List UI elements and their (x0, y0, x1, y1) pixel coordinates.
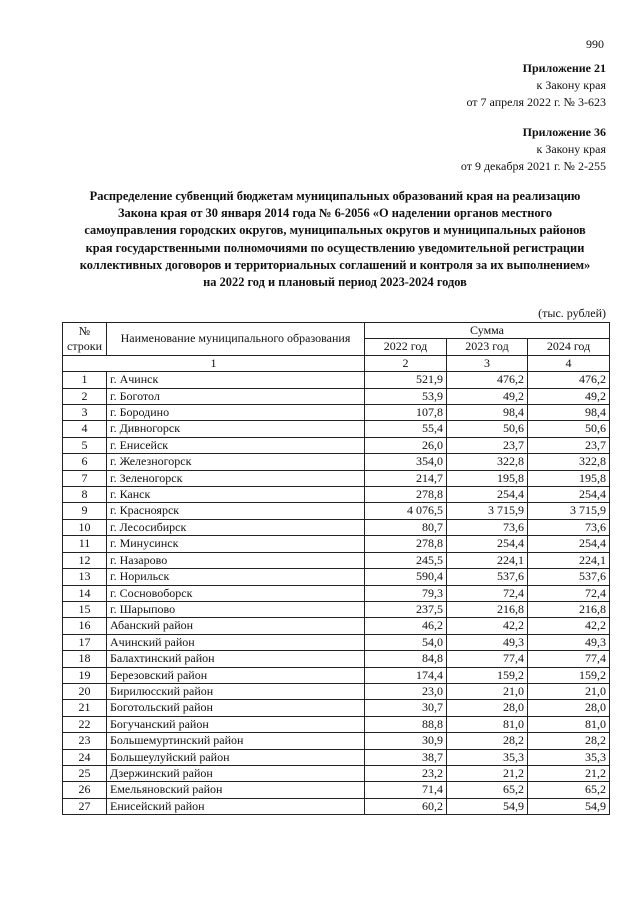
sum-2023-cell: 322,8 (447, 454, 528, 470)
sum-2022-cell: 80,7 (365, 519, 447, 535)
table-row (63, 683, 610, 699)
row-number-cell: 14 (63, 585, 107, 601)
row-number-cell: 19 (63, 667, 107, 683)
table-row (63, 749, 610, 765)
sum-2024-cell: 3 715,9 (528, 503, 610, 519)
row-number-cell: 16 (63, 618, 107, 634)
row-number-cell: 18 (63, 651, 107, 667)
row-number-cell: 10 (63, 519, 107, 535)
table-row (63, 437, 610, 453)
table-row (63, 618, 610, 634)
sum-2023-cell: 28,0 (447, 700, 528, 716)
sum-2023-cell: 73,6 (447, 519, 528, 535)
sum-2024-cell: 65,2 (528, 782, 610, 798)
table-row (63, 405, 610, 421)
table-row (63, 519, 610, 535)
table-row (63, 700, 610, 716)
sum-2024-cell: 35,3 (528, 749, 610, 765)
row-number-cell: 9 (63, 503, 107, 519)
sum-2022-cell: 38,7 (365, 749, 447, 765)
municipality-name-cell: Дзержинский район (107, 765, 365, 781)
sum-2022-cell: 46,2 (365, 618, 447, 634)
sum-2022-cell: 237,5 (365, 601, 447, 617)
sum-2024-cell: 28,0 (528, 700, 610, 716)
municipality-name-cell: г. Шарыпово (107, 601, 365, 617)
municipality-name-cell: г. Канск (107, 487, 365, 503)
municipality-name-cell: Большемуртинский район (107, 733, 365, 749)
municipality-name-cell: г. Железногорск (107, 454, 365, 470)
row-number-cell: 12 (63, 552, 107, 568)
table-body (63, 372, 610, 815)
table-row (63, 569, 610, 585)
row-number-cell: 24 (63, 749, 107, 765)
sum-2024-cell: 23,7 (528, 437, 610, 453)
table-row (63, 651, 610, 667)
municipality-name-cell: г. Красноярск (107, 503, 365, 519)
row-number-cell: 23 (63, 733, 107, 749)
municipality-name-cell: Енисейский район (107, 798, 365, 814)
table-row (63, 470, 610, 486)
municipality-name-cell: Богучанский район (107, 716, 365, 732)
sum-2022-cell: 71,4 (365, 782, 447, 798)
municipality-name-cell: Бирилюсский район (107, 683, 365, 699)
header-year-2024: 2024 год (528, 339, 610, 355)
sum-2024-cell: 254,4 (528, 536, 610, 552)
sum-2023-cell: 224,1 (447, 552, 528, 568)
sum-2024-cell: 72,4 (528, 585, 610, 601)
sum-2023-cell: 195,8 (447, 470, 528, 486)
sum-2024-cell: 54,9 (528, 798, 610, 814)
table-row (63, 536, 610, 552)
sum-2024-cell: 49,2 (528, 388, 610, 404)
row-number-cell: 25 (63, 765, 107, 781)
column-number: 3 (447, 355, 528, 371)
row-number-cell: 22 (63, 716, 107, 732)
sum-2022-cell: 4 076,5 (365, 503, 447, 519)
sum-2023-cell: 476,2 (447, 372, 528, 388)
appendix-36-title: Приложение 36 (522, 125, 606, 139)
sum-2022-cell: 54,0 (365, 634, 447, 650)
sum-2022-cell: 107,8 (365, 405, 447, 421)
table-row (63, 601, 610, 617)
row-number-cell: 15 (63, 601, 107, 617)
table-row (63, 634, 610, 650)
table-row (63, 421, 610, 437)
sum-2024-cell: 50,6 (528, 421, 610, 437)
municipality-name-cell: Большеулуйский район (107, 749, 365, 765)
document-title (60, 188, 610, 291)
municipality-name-cell: г. Сосновоборск (107, 585, 365, 601)
municipality-name-cell: г. Бородино (107, 405, 365, 421)
appendix-21-title: Приложение 21 (522, 61, 606, 75)
table-row (63, 782, 610, 798)
sum-2022-cell: 521,9 (365, 372, 447, 388)
row-number-cell: 2 (63, 388, 107, 404)
sum-2024-cell: 476,2 (528, 372, 610, 388)
table-row (63, 487, 610, 503)
sum-2024-cell: 21,2 (528, 765, 610, 781)
sum-2022-cell: 84,8 (365, 651, 447, 667)
sum-2022-cell: 30,9 (365, 733, 447, 749)
units-label: (тыс. рублей) (538, 306, 606, 320)
sum-2024-cell: 42,2 (528, 618, 610, 634)
sum-2022-cell: 55,4 (365, 421, 447, 437)
sum-2023-cell: 77,4 (447, 651, 528, 667)
sum-2023-cell: 3 715,9 (447, 503, 528, 519)
sum-2024-cell: 28,2 (528, 733, 610, 749)
appendix-36-law-label: к Закону края (536, 142, 606, 156)
appendix-21-law-label: к Закону края (536, 78, 606, 92)
table-row (63, 454, 610, 470)
appendix-21-header (466, 60, 606, 111)
sum-2024-cell: 322,8 (528, 454, 610, 470)
sum-2024-cell: 21,0 (528, 683, 610, 699)
municipality-name-cell: г. Ачинск (107, 372, 365, 388)
table-row (63, 585, 610, 601)
row-number-cell: 20 (63, 683, 107, 699)
municipality-name-cell: г. Енисейск (107, 437, 365, 453)
sum-2023-cell: 65,2 (447, 782, 528, 798)
appendix-36-header (461, 124, 606, 175)
row-number-cell: 26 (63, 782, 107, 798)
table-row (63, 503, 610, 519)
header-row-number-label: строки (67, 338, 102, 353)
sum-2023-cell: 49,3 (447, 634, 528, 650)
column-numbers-row (63, 355, 610, 371)
sum-2022-cell: 30,7 (365, 700, 447, 716)
row-number-cell: 6 (63, 454, 107, 470)
sum-2023-cell: 159,2 (447, 667, 528, 683)
document-title-line: Распределение субвенций бюджетам муниципальных образований края на реализацию (89, 189, 581, 203)
municipality-name-cell: г. Назарово (107, 552, 365, 568)
sum-2024-cell: 254,4 (528, 487, 610, 503)
sum-2022-cell: 26,0 (365, 437, 447, 453)
municipality-name-cell: Емельяновский район (107, 782, 365, 798)
table-row (63, 552, 610, 568)
sum-2023-cell: 42,2 (447, 618, 528, 634)
row-number-cell: 8 (63, 487, 107, 503)
municipality-name-cell: Боготольский район (107, 700, 365, 716)
sum-2024-cell: 537,6 (528, 569, 610, 585)
municipality-name-cell: г. Норильск (107, 569, 365, 585)
column-number: 2 (365, 355, 447, 371)
sum-2024-cell: 77,4 (528, 651, 610, 667)
sum-2023-cell: 35,3 (447, 749, 528, 765)
sum-2022-cell: 174,4 (365, 667, 447, 683)
appendix-21-law-date: от 7 апреля 2022 г. № 3-623 (466, 95, 606, 109)
row-number-cell: 3 (63, 405, 107, 421)
row-number-cell: 4 (63, 421, 107, 437)
sum-2023-cell: 254,4 (447, 536, 528, 552)
sum-2023-cell: 537,6 (447, 569, 528, 585)
row-number-cell: 1 (63, 372, 107, 388)
sum-2022-cell: 590,4 (365, 569, 447, 585)
sum-2022-cell: 23,2 (365, 765, 447, 781)
sum-2022-cell: 88,8 (365, 716, 447, 732)
municipality-name-cell: г. Боготол (107, 388, 365, 404)
sum-2023-cell: 254,4 (447, 487, 528, 503)
row-number-cell: 27 (63, 798, 107, 814)
municipality-name-cell: Абанский район (107, 618, 365, 634)
sum-2022-cell: 278,8 (365, 536, 447, 552)
sum-2024-cell: 159,2 (528, 667, 610, 683)
table-row (63, 733, 610, 749)
subvention-table (62, 322, 610, 815)
municipality-name-cell: Балахтинский район (107, 651, 365, 667)
sum-2023-cell: 49,2 (447, 388, 528, 404)
sum-2022-cell: 23,0 (365, 683, 447, 699)
sum-2022-cell: 79,3 (365, 585, 447, 601)
sum-2023-cell: 21,0 (447, 683, 528, 699)
sum-2022-cell: 60,2 (365, 798, 447, 814)
page-number: 990 (586, 37, 604, 51)
document-title-line: Закона края от 30 января 2014 года № 6-2056 «О наделении органов местного (117, 206, 553, 221)
row-number-cell: 11 (63, 536, 107, 552)
sum-2022-cell: 245,5 (365, 552, 447, 568)
document-title-line: на 2022 год и плановый период 2023-2024 годов (203, 275, 467, 290)
table-row (63, 388, 610, 404)
document-title-line: коллективных договоров и территориальных соглашений и контроля за их выполнением» (79, 257, 591, 272)
table-row (63, 765, 610, 781)
sum-2022-cell: 214,7 (365, 470, 447, 486)
sum-2024-cell: 73,6 (528, 519, 610, 535)
sum-2024-cell: 81,0 (528, 716, 610, 732)
row-number-cell: 17 (63, 634, 107, 650)
header-sum: Сумма (365, 323, 610, 339)
appendix-36-law-date: от 9 декабря 2021 г. № 2-255 (460, 159, 606, 173)
sum-2023-cell: 54,9 (447, 798, 528, 814)
sum-2023-cell: 21,2 (447, 765, 528, 781)
sum-2022-cell: 278,8 (365, 487, 447, 503)
sum-2023-cell: 81,0 (447, 716, 528, 732)
header-row-number (63, 323, 107, 356)
sum-2023-cell: 72,4 (447, 585, 528, 601)
column-number: 1 (63, 355, 365, 371)
sum-2022-cell: 354,0 (365, 454, 447, 470)
sum-2023-cell: 216,8 (447, 601, 528, 617)
municipality-name-cell: г. Зеленогорск (107, 470, 365, 486)
sum-2023-cell: 98,4 (447, 405, 528, 421)
municipality-name-cell: г. Минусинск (107, 536, 365, 552)
row-number-cell: 21 (63, 700, 107, 716)
row-number-cell: 7 (63, 470, 107, 486)
row-number-cell: 13 (63, 569, 107, 585)
sum-2022-cell: 53,9 (365, 388, 447, 404)
sum-2024-cell: 98,4 (528, 405, 610, 421)
header-row-number-symbol: № (78, 323, 91, 338)
sum-2024-cell: 216,8 (528, 601, 610, 617)
municipality-name-cell: г. Дивногорск (107, 421, 365, 437)
municipality-name-cell: Березовский район (107, 667, 365, 683)
table-row (63, 667, 610, 683)
municipality-name-cell: г. Лесосибирск (107, 519, 365, 535)
sum-2023-cell: 23,7 (447, 437, 528, 453)
sum-2024-cell: 195,8 (528, 470, 610, 486)
table-row (63, 798, 610, 814)
row-number-cell: 5 (63, 437, 107, 453)
column-number: 4 (528, 355, 610, 371)
table-row (63, 716, 610, 732)
document-title-line: самоуправления городских округов, муниципальных округов и муниципальных районов (84, 223, 586, 238)
header-municipality-name: Наименование муниципального образования (107, 323, 365, 356)
document-title-line: края государственными полномочиями по осуществлению уведомительной регистрации (85, 240, 585, 255)
header-year-2022: 2022 год (365, 339, 447, 355)
municipality-name-cell: Ачинский район (107, 634, 365, 650)
table-row (63, 372, 610, 388)
header-year-2023: 2023 год (447, 339, 528, 355)
sum-2023-cell: 28,2 (447, 733, 528, 749)
sum-2024-cell: 224,1 (528, 552, 610, 568)
sum-2023-cell: 50,6 (447, 421, 528, 437)
sum-2024-cell: 49,3 (528, 634, 610, 650)
